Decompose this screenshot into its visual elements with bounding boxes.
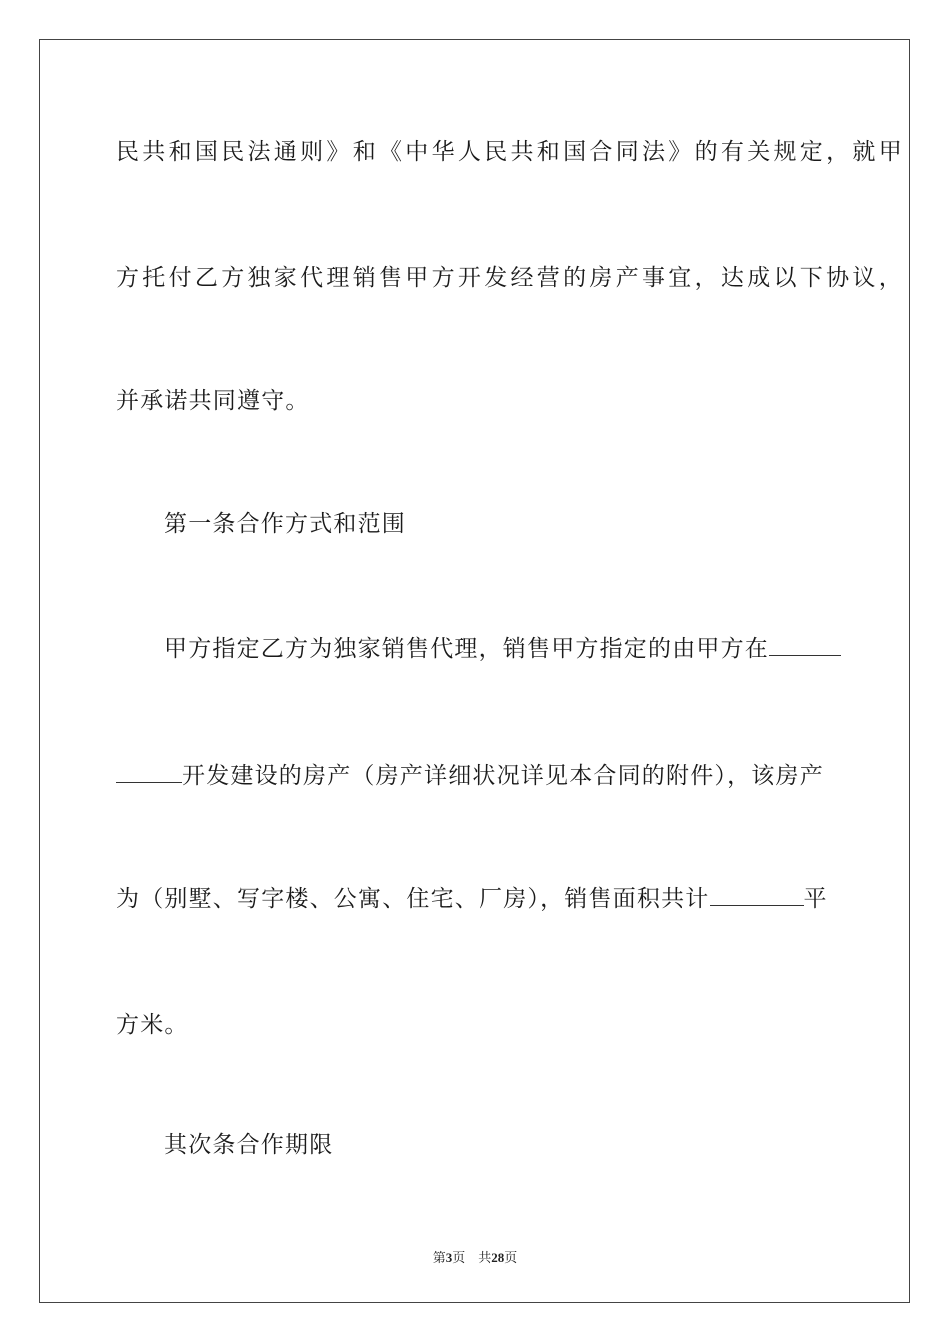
page-footer (0, 1247, 950, 1266)
paragraph-line-4 (164, 634, 884, 664)
page-number: 3 (445, 1250, 453, 1265)
paragraph-line-2: 方托付乙方独家代理销售甲方开发经营的房产事宜，达成以下协议， (116, 265, 905, 291)
paragraph-text: 为（别墅、写字楼、公寓、住宅、厂房），销售面积共计 (116, 886, 710, 912)
paragraph-line-3: 并承诺共同遵守。 (116, 388, 310, 414)
paragraph-line-7: 方米。 (116, 1012, 189, 1038)
page-border (39, 39, 910, 1303)
total-label-suffix: 页 (504, 1250, 518, 1265)
section-heading-2: 其次条合作期限 (164, 1132, 334, 1158)
paragraph-text: 甲方指定乙方为独家销售代理，销售甲方指定的由甲方在 (164, 636, 769, 662)
fill-in-blank (769, 635, 841, 656)
paragraph-line-6 (116, 884, 836, 914)
paragraph-text-tail: 平 (803, 886, 828, 912)
section-heading-1: 第一条合作方式和范围 (164, 511, 406, 537)
paragraph-line-5 (116, 761, 836, 791)
page-label-suffix: 页 (452, 1250, 466, 1265)
fill-in-blank (710, 885, 804, 906)
page-label-prefix: 第 (432, 1250, 446, 1265)
fill-in-blank (116, 762, 182, 783)
total-label-prefix: 共 (478, 1250, 492, 1265)
total-pages: 28 (491, 1250, 505, 1265)
paragraph-text: 开发建设的房产（房产详细状况详见本合同的附件），该房产 (182, 763, 824, 789)
paragraph-line-1: 民共和国民法通则》和《中华人民共和国合同法》的有关规定，就甲 (116, 139, 905, 165)
